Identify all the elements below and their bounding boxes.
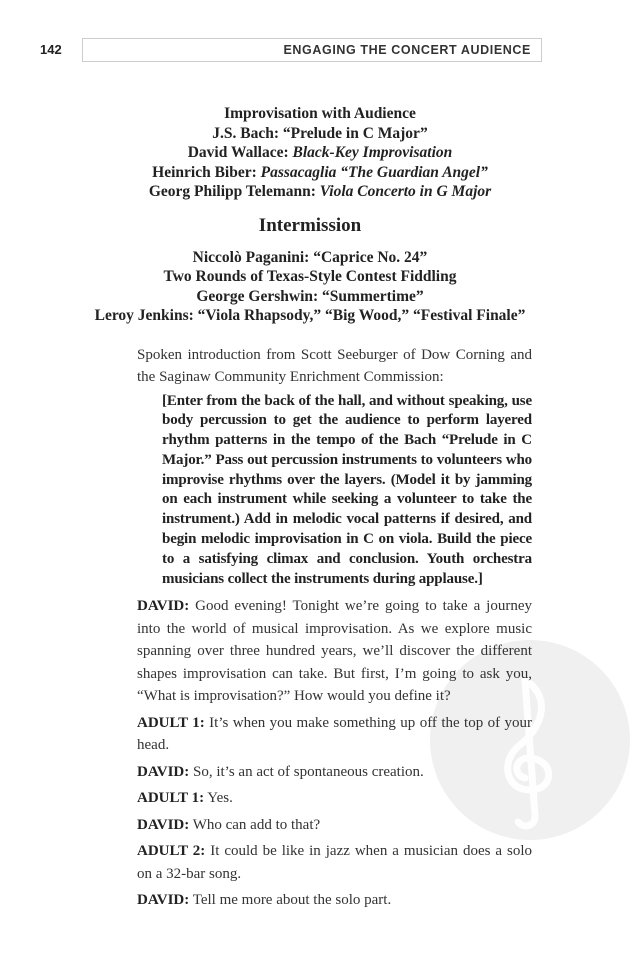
- dialogue-line: DAVID: Who can add to that?: [137, 816, 321, 833]
- running-header: [82, 38, 542, 62]
- program-line: Improvisation with Audience: [224, 105, 416, 122]
- dialogue-line: ADULT 1: It’s when you make something up off the top of your head.: [137, 714, 533, 754]
- dialogue-line: DAVID: Good evening! Tonight we’re going to take a journey into the world of musical improvisation. As we explore music spanning over three hundred years, we’ll discover the different shapes improvisation can take. But first, I’m going to ask you, “What is improvisation?” How would you define it?: [137, 598, 532, 705]
- program-line: David Wallace: Black-Key Improvisation: [187, 144, 453, 161]
- intermission-heading: Intermission: [258, 214, 362, 236]
- running-title: ENGAGING THE CONCERT AUDIENCE: [283, 43, 531, 57]
- program-line: Heinrich Biber: Passacaglia “The Guardian Angel”: [152, 163, 488, 181]
- stage-direction: [Enter from the back of the hall, and without speaking, use body percussion to get the audience to perform layered rhythm patterns in the tempo of the Bach “Prelude in C Major.” Pass out percussion instruments to volunteers who improvise rhythms over the layers. (Model it by jamming on each instrument while seeking a volunteer to take the instrument.) Add in melodic vocal patterns if desired, and begin melodic improvisation in C on viola. Build the piece to a satisfying climax and conclusion. Youth orchestra musicians collect the instruments during applause.]: [162, 392, 532, 587]
- program-line: J.S. Bach: “Prelude in C Major”: [212, 124, 428, 142]
- page-body: [0, 104, 640, 916]
- dialogue-line: DAVID: So, it’s an act of spontaneous creation.: [137, 763, 424, 780]
- program-line: Two Rounds of Texas-Style Contest Fiddling: [163, 268, 457, 285]
- page-number: 142: [40, 42, 62, 57]
- program-line: Georg Philipp Telemann: Viola Concerto in G Major: [148, 183, 492, 200]
- program-part2: [0, 248, 620, 326]
- intro-paragraph: Spoken introduction from Scott Seeburger of Dow Corning and the Saginaw Community Enrichment Commission:: [137, 346, 532, 385]
- dialogue-line: ADULT 1: Yes.: [137, 790, 233, 807]
- dialogue-line: DAVID: Tell me more about the solo part.: [137, 892, 392, 909]
- program-line: Leroy Jenkins: “Viola Rhapsody,” “Big Wood,” “Festival Finale”: [94, 307, 526, 324]
- dialogue: [137, 595, 532, 912]
- dialogue-line: ADULT 2: It could be like in jazz when a musician does a solo on a 32-bar song.: [137, 843, 532, 882]
- program-part1: [0, 104, 640, 202]
- text-column: [137, 344, 532, 912]
- program-line: Niccolò Paganini: “Caprice No. 24”: [192, 248, 428, 266]
- program-line: George Gershwin: “Summertime”: [196, 287, 424, 305]
